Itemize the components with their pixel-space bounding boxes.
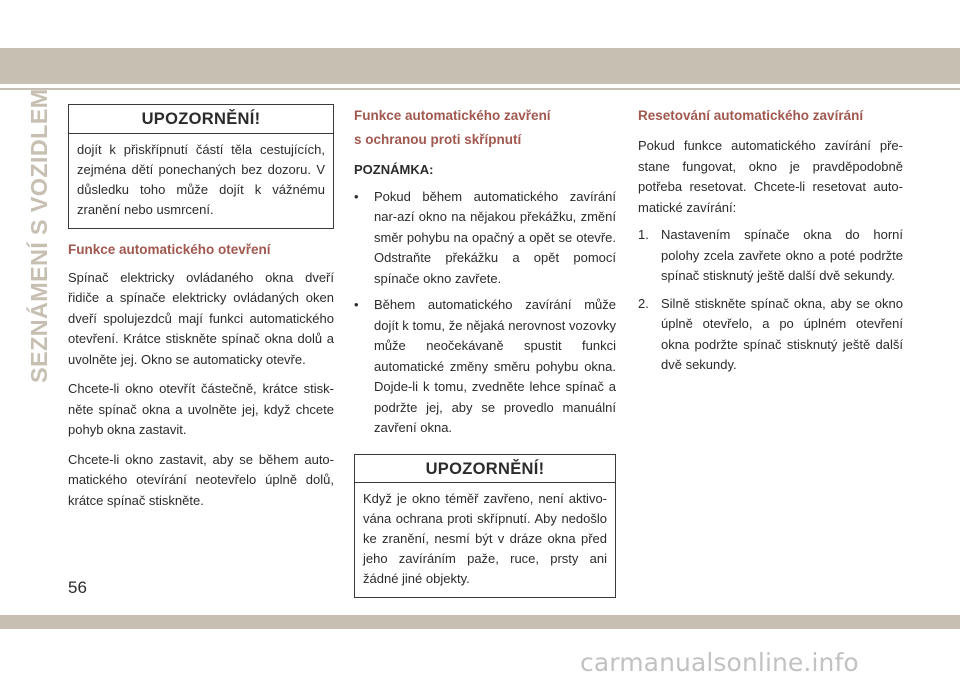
warning-title: UPOZORNĚNÍ!	[69, 105, 333, 134]
page-number: 56	[68, 578, 87, 597]
step-number: 1.	[638, 227, 649, 242]
header-band	[0, 48, 960, 84]
step-text: Silně stiskněte spínač okna, aby se okno úplně otevřelo, a po úplném otevření okna podržte spínač stisknutý ještě další dvě sekundy.	[661, 295, 903, 372]
note-title: POZNÁMKA:	[354, 162, 434, 177]
warning-box-1	[68, 104, 334, 229]
heading-auto-open: Funkce automatického otevření	[68, 241, 271, 257]
heading-reset: Resetování automatického zavírání	[638, 108, 864, 123]
paragraph: Spínač elektricky ovládaného okna dveří řidiče a spínače elektricky ovládaných oken dveří spolujezdců mají funkci automatického otevření. Krátce stiskněte spínač okna dolů a uvolněte jej. Okno se automaticky otevře.	[68, 269, 334, 367]
warning-title: UPOZORNĚNÍ!	[355, 455, 615, 484]
bullet-mark: •	[354, 188, 359, 204]
paragraph: Chcete-li okno otevřít částečně, krátce stisk-něte spínač okna a uvolněte jej, když chcete pohyb okna zastavit.	[68, 381, 334, 437]
bullet-text: Pokud během automatického zavírání nar-azí okno na nějakou překážku, změní směr pohybu na opačný a opět se otevře. Odstraňte překážku a opět pomocí spínače okno zavřete.	[374, 188, 616, 286]
heading-auto-close	[354, 104, 616, 152]
list-item	[354, 295, 616, 439]
step-number: 2.	[638, 295, 649, 311]
warning-text: dojít k přiskřípnutí částí těla cestujících, zejména dětí ponechaných bez dozoru. V důsledku toho může dojít k vážnému zranění nebo usmrcení.	[77, 141, 325, 217]
list-item	[638, 294, 903, 376]
header-rule	[0, 88, 960, 90]
warning-text: Když je okno téměř zavřeno, není aktivo-vána ochrana proti skřípnutí. Aby nedošlo ke zranění, nesmí být v dráze okna před jeho zavíráním paže, ruce, prsty ani žádné jiné objekty.	[363, 491, 607, 586]
footer-band	[0, 615, 960, 629]
list-item	[354, 187, 616, 290]
section-side-title: SEZNÁMENÍ S VOZIDLEM	[26, 88, 52, 383]
heading-line-1: Funkce automatického zavření	[354, 108, 551, 123]
paragraph: Chcete-li okno zastavit, aby se během auto-matického otevírání neotevřelo úplně dolů, krátce spínač stiskněte.	[68, 451, 334, 508]
step-text: Nastavením spínače okna do horní polohy zcela zavřete okno a poté podržte spínač stisknutý ještě další dvě sekundy.	[661, 227, 903, 283]
watermark: carmanualsonline.info	[580, 648, 859, 677]
heading-line-2: s ochranou proti skřípnutí	[354, 132, 522, 147]
list-item	[638, 225, 903, 287]
column-1	[68, 104, 334, 511]
bullet-mark: •	[354, 297, 359, 312]
warning-box-2	[354, 454, 616, 599]
bullet-text: Během automatického zavírání může dojít k tomu, že nějaká nerovnost vozovky může neočekávaně spustit funkci automatické změny směru pohybu okna. Dojde-li k tomu, zvedněte lehce spínač a podržte jej, aby se provedlo manuální zavření okna.	[374, 297, 616, 435]
paragraph: Pokud funkce automatického zavírání pře-stane fungovat, okno je pravděpodobně potřeba resetovat. Chcete-li resetovat auto-matické zavírání:	[638, 138, 903, 215]
column-3	[638, 104, 903, 376]
column-2	[354, 104, 616, 598]
